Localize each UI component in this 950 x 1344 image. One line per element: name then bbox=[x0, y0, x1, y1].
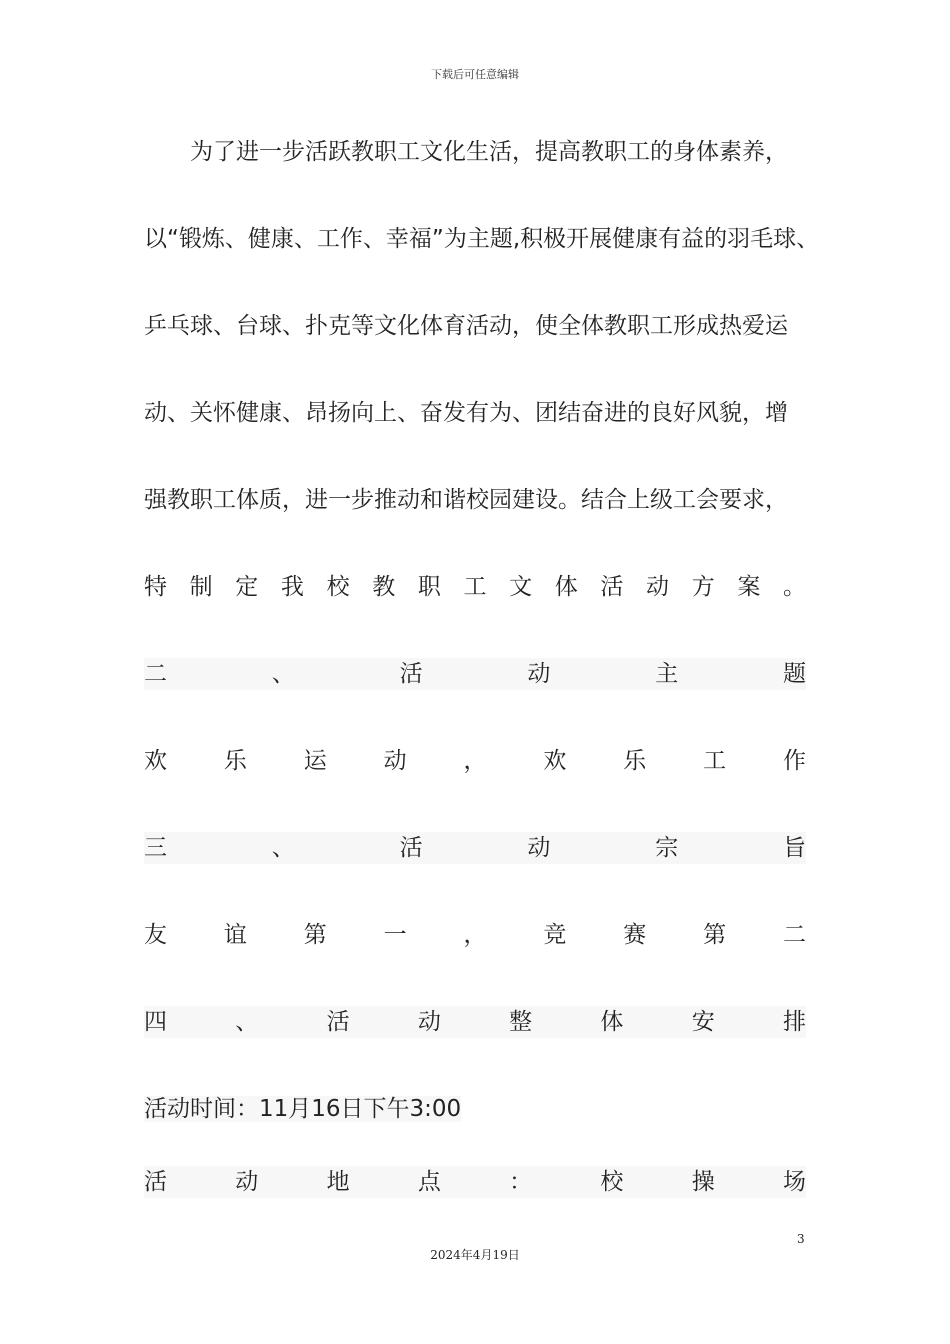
section-4-title bbox=[144, 1006, 806, 1038]
glyph: 第 bbox=[303, 922, 327, 948]
glyph: 场 bbox=[782, 1169, 806, 1195]
glyph: 我 bbox=[280, 574, 304, 600]
paragraph-line-2: 以“锻炼、健康、工作、幸福”为主题,积极开展健康有益的羽毛球、 bbox=[144, 226, 820, 252]
activity-time bbox=[144, 1093, 806, 1125]
glyph: 点 bbox=[417, 1169, 441, 1195]
glyph: 案 bbox=[737, 574, 761, 600]
glyph: 动 bbox=[527, 661, 551, 687]
paragraph-line-1: 为了进一步活跃教职工文化生活，提高教职工的身体素养， bbox=[190, 139, 788, 165]
glyph: 欢 bbox=[144, 748, 167, 774]
glyph: ， bbox=[463, 922, 487, 948]
activity-time-text: 活动时间：11月16日下午3:00 bbox=[144, 1096, 462, 1122]
glyph: 活 bbox=[326, 1009, 350, 1035]
glyph: 题 bbox=[782, 661, 806, 687]
glyph: 动 bbox=[383, 748, 407, 774]
glyph: 三 bbox=[144, 835, 167, 861]
activity-place bbox=[144, 1166, 806, 1198]
paragraph-line-5: 强教职工体质，进一步推动和谐校园建设。结合上级工会要求， bbox=[144, 487, 788, 513]
paragraph-line-6 bbox=[144, 571, 806, 603]
glyph: 乐 bbox=[223, 748, 247, 774]
glyph: 第 bbox=[703, 922, 727, 948]
glyph: 旨 bbox=[782, 835, 806, 861]
glyph: 欢 bbox=[543, 748, 567, 774]
glyph: 校 bbox=[326, 574, 350, 600]
glyph: 动 bbox=[417, 1009, 441, 1035]
glyph: 体 bbox=[554, 574, 578, 600]
glyph: 排 bbox=[782, 1009, 806, 1035]
glyph: 友 bbox=[144, 922, 167, 948]
section-3-content bbox=[144, 919, 806, 951]
glyph: 动 bbox=[235, 1169, 259, 1195]
glyph: ： bbox=[509, 1169, 533, 1195]
paragraph-line-3: 乒乓球、台球、扑克等文化体育活动，使全体教职工形成热爱运 bbox=[144, 313, 788, 339]
section-2-title bbox=[144, 658, 806, 690]
glyph: 赛 bbox=[623, 922, 647, 948]
glyph: 、 bbox=[235, 1009, 259, 1035]
glyph: 活 bbox=[399, 835, 423, 861]
glyph: 活 bbox=[144, 1169, 167, 1195]
glyph: 体 bbox=[600, 1009, 624, 1035]
glyph: 动 bbox=[527, 835, 551, 861]
glyph: 安 bbox=[691, 1009, 715, 1035]
glyph: 二 bbox=[783, 922, 806, 948]
glyph: 工 bbox=[703, 748, 727, 774]
glyph: 竞 bbox=[543, 922, 567, 948]
footer-date: 2024年4月19日 bbox=[430, 1248, 520, 1262]
glyph: 整 bbox=[509, 1009, 533, 1035]
glyph: 。 bbox=[782, 574, 806, 600]
glyph: 、 bbox=[271, 835, 295, 861]
glyph: 乐 bbox=[623, 748, 647, 774]
glyph: 宗 bbox=[655, 835, 679, 861]
glyph: 动 bbox=[646, 574, 670, 600]
glyph: 校 bbox=[600, 1169, 624, 1195]
paragraph-line-4: 动、关怀健康、昂扬向上、奋发有为、团结奋进的良好风貌，增 bbox=[144, 400, 788, 426]
glyph: 文 bbox=[509, 574, 533, 600]
glyph: 、 bbox=[271, 661, 295, 687]
glyph: 方 bbox=[691, 574, 715, 600]
glyph: 教 bbox=[372, 574, 396, 600]
section-2-content bbox=[144, 745, 806, 777]
glyph: 作 bbox=[783, 748, 806, 774]
glyph: 主 bbox=[655, 661, 679, 687]
glyph: 地 bbox=[326, 1169, 350, 1195]
glyph: 一 bbox=[383, 922, 407, 948]
glyph: 特 bbox=[144, 574, 167, 600]
page-header: 下载后可任意编辑 bbox=[431, 68, 519, 81]
glyph: 四 bbox=[144, 1009, 167, 1035]
section-3-title bbox=[144, 832, 806, 864]
glyph: 职 bbox=[417, 574, 441, 600]
glyph: 操 bbox=[691, 1169, 715, 1195]
glyph: 运 bbox=[303, 748, 327, 774]
page-number: 3 bbox=[797, 1232, 805, 1246]
glyph: 制 bbox=[189, 574, 213, 600]
glyph: ， bbox=[463, 748, 487, 774]
glyph: 二 bbox=[144, 661, 167, 687]
glyph: 活 bbox=[399, 661, 423, 687]
glyph: 定 bbox=[235, 574, 259, 600]
glyph: 活 bbox=[600, 574, 624, 600]
glyph: 工 bbox=[463, 574, 487, 600]
glyph: 谊 bbox=[223, 922, 247, 948]
